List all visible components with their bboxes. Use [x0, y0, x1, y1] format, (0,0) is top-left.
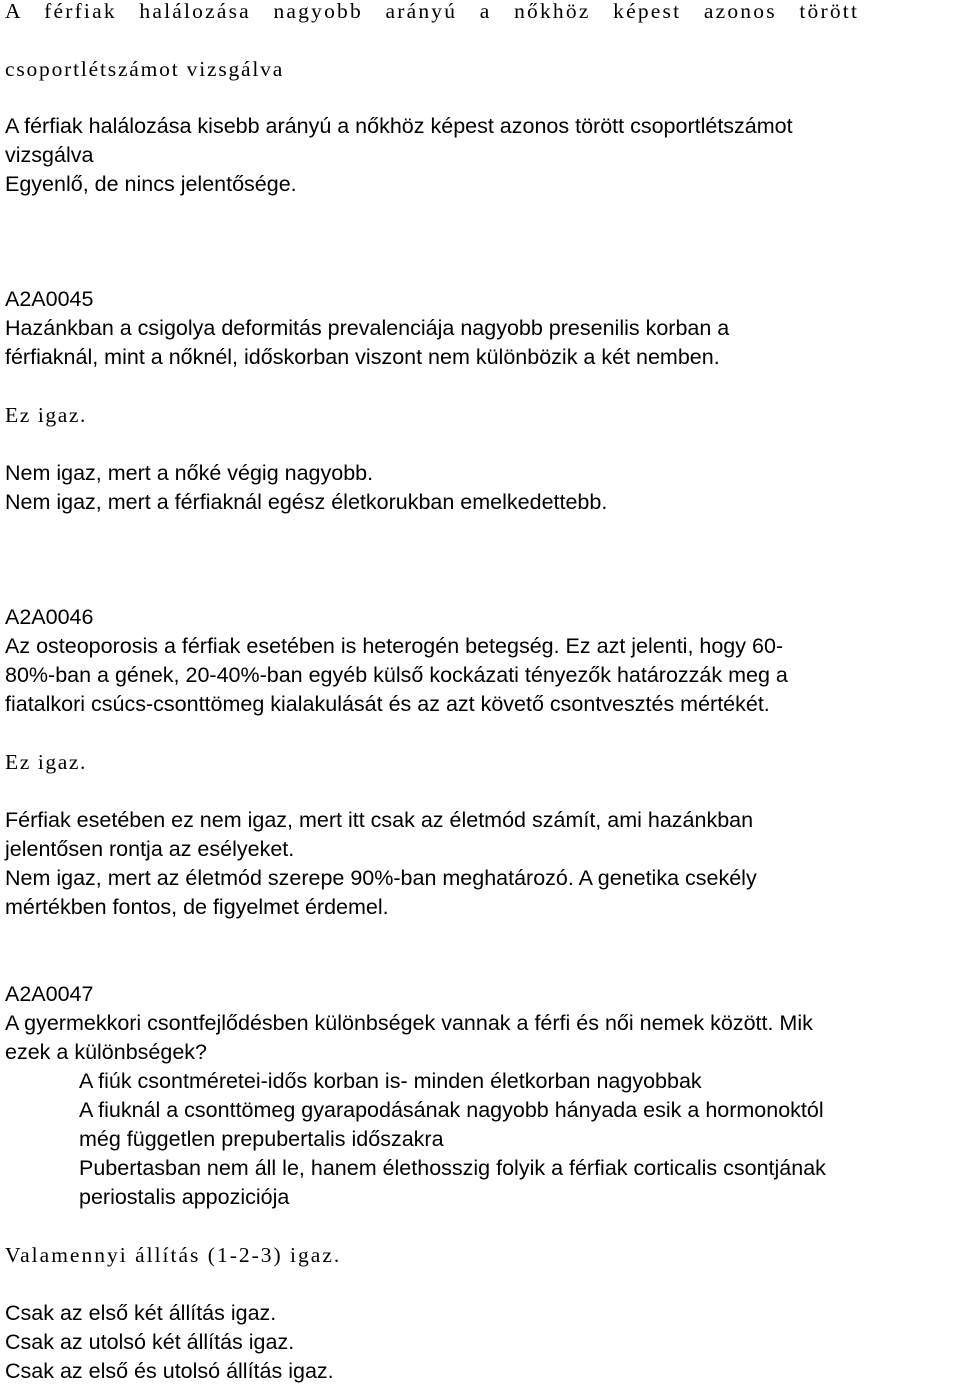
statement-1: A fiúk csontméretei-idős korban is- minden életkorban nagyobbak	[79, 1069, 702, 1093]
answer-option-3: Nem igaz, mert az életmód szerepe 90%-ban meghatározó. A genetika csekély	[5, 866, 757, 890]
question-text-continued: fiatalkori csúcs-csonttömeg kialakulását és az azt követő csontvesztés mértékét.	[5, 692, 770, 716]
answer-option-2-continued: jelentősen rontja az esélyeket.	[5, 837, 295, 861]
question-id: A2A0047	[5, 982, 94, 1006]
question-text: Az osteoporosis a férfiak esetében is heterogén betegség. Ez azt jelenti, hogy 60-	[5, 634, 784, 658]
answer-option-2: Csak az első két állítás igaz.	[5, 1301, 277, 1325]
answer-option-correct: Ez igaz.	[5, 403, 88, 427]
answer-option-2: A férfiak halálozása kisebb arányú a nőkhöz képest azonos törött csoportlétszámot	[5, 114, 793, 138]
question-text-continued: férfiaknál, mint a nőknél, időskorban viszont nem különbözik a két nemben.	[5, 345, 720, 369]
answer-option-3-continued: mértékben fontos, de figyelmet érdemel.	[5, 895, 389, 919]
question-id: A2A0045	[5, 287, 94, 311]
statement-2: A fiuknál a csonttömeg gyarapodásának nagyobb hányada esik a hormonoktól	[79, 1098, 824, 1122]
statement-3-continued: periostalis appoziciója	[79, 1185, 290, 1209]
statement-3: Pubertasban nem áll le, hanem élethosszig folyik a férfiak corticalis csontjának	[79, 1156, 826, 1180]
question-id: A2A0046	[5, 605, 94, 629]
question-text: Hazánkban a csigolya deformitás prevalenciája nagyobb presenilis korban a	[5, 316, 730, 340]
question-text: A gyermekkori csontfejlődésben különbségek vannak a férfi és női nemek között. Mik	[5, 1011, 813, 1035]
question-text-continued: ezek a különbségek?	[5, 1040, 208, 1064]
answer-option-correct-continued: csoportlétszámot vizsgálva	[5, 57, 285, 81]
answer-option-4: Csak az első és utolsó állítás igaz.	[5, 1359, 334, 1383]
answer-option-2: Nem igaz, mert a nőké végig nagyobb.	[5, 461, 374, 485]
answer-option-correct: Ez igaz.	[5, 750, 88, 774]
answer-option-correct: Valamennyi állítás (1-2-3) igaz.	[5, 1243, 342, 1267]
answer-option-2: Férfiak esetében ez nem igaz, mert itt csak az életmód számít, ami hazánkban	[5, 808, 754, 832]
statement-2-continued: még független prepubertalis időszakra	[79, 1127, 444, 1151]
answer-option-correct: A férfiak halálozása nagyobb arányú a nőkhöz képest azonos törött	[5, 0, 860, 23]
answer-option-3: Nem igaz, mert a férfiaknál egész életkorukban emelkedettebb.	[5, 490, 608, 514]
answer-option-3: Csak az utolsó két állítás igaz.	[5, 1330, 295, 1354]
answer-option-3: Egyenlő, de nincs jelentősége.	[5, 172, 297, 196]
question-text-continued: 80%-ban a gének, 20-40%-ban egyéb külső kockázati tényezők határozzák meg a	[5, 663, 788, 687]
answer-option-2-continued: vizsgálva	[5, 143, 94, 167]
